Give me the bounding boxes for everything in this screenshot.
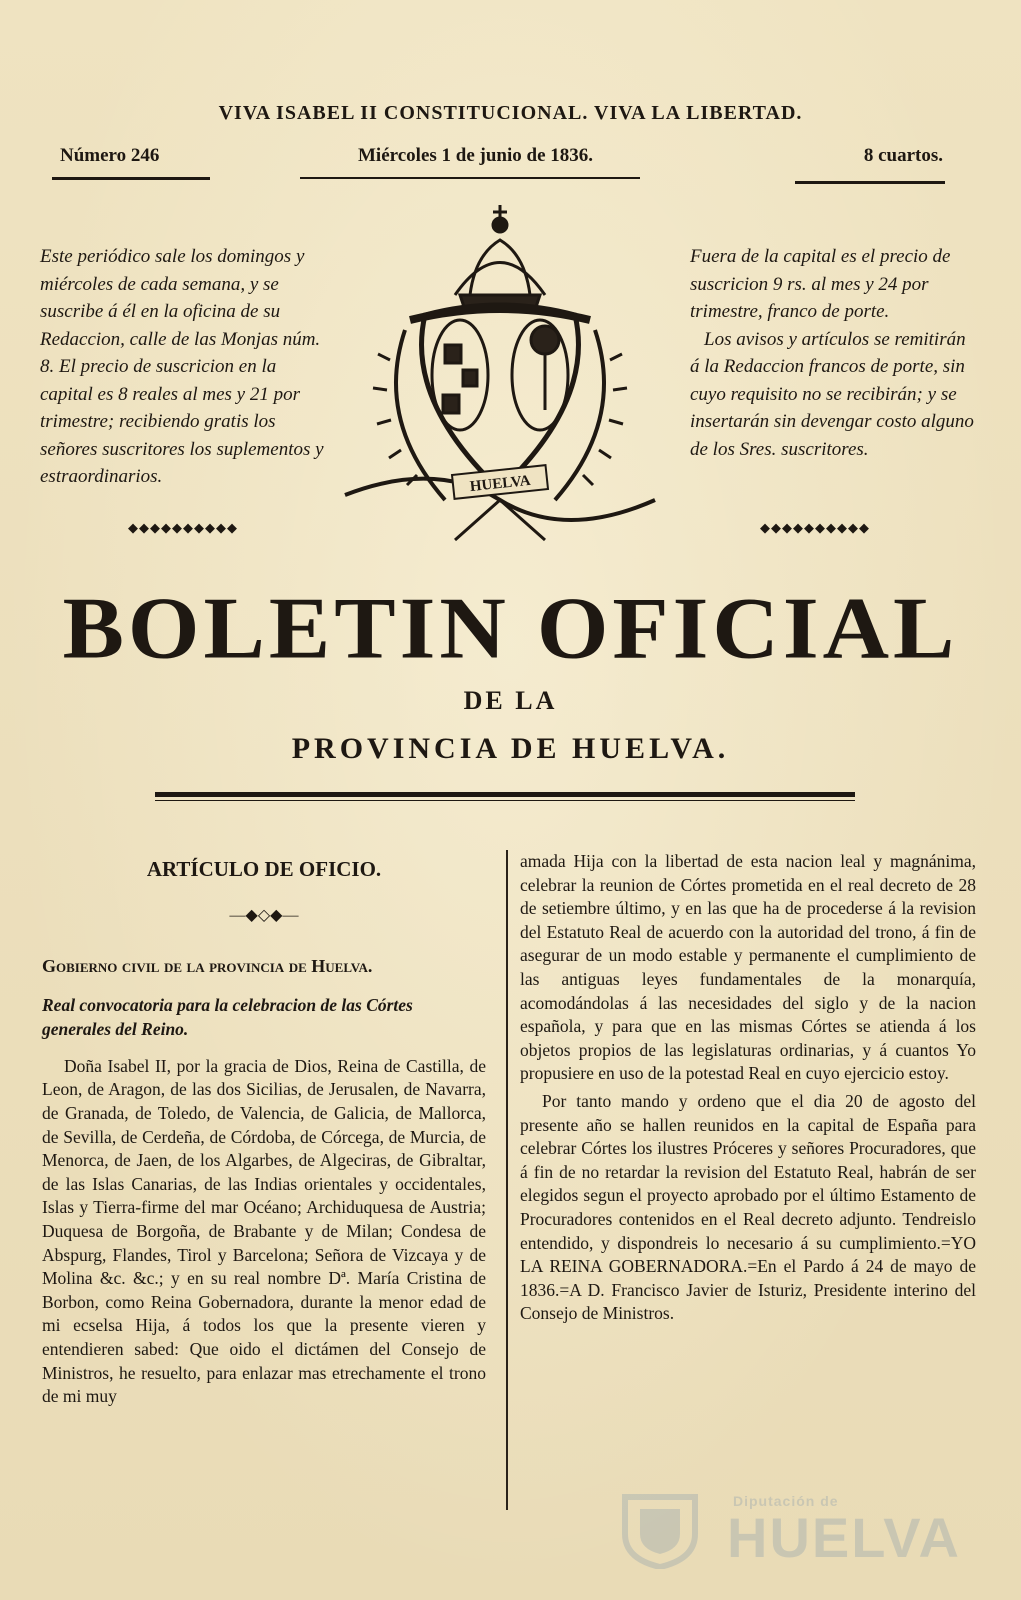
decree-body-left: Doña Isabel II, por la gracia de Dios, Reina de Castilla, de Leon, de Aragon, de las dos Sicilias, de Jerusalen, de Navarra, de Granada, de Toledo, de Valencia, de Galicia, de Mallorca, de Sevilla, de Cerdeña, de Córdoba, de Córcega, de Murcia, de Menorca, de Jaen, de los Algarbes, de Algeciras, de Gibraltar, de las Islas Canarias, de las Indias orientales y occidentales, Islas y Tierra-firme del mar Océano; Archiduquesa de Austria; Duquesa de Borgoña, de Brabante y de Milan; Condesa de Abspurg, Flandes, Tirol y Barcelona; Señora de Vizcaya y de Molina &c. &c.; y en su real nombre Dª. María Cristina de Borbon, como Reina Gobernadora, durante la menor edad de mi ecselsa Hija, á todos los que la presente vieren y entendieren sabed: Que oido el dictámen del Consejo de Ministros, he resuelto, para enlazar mas etrechamente el trono de mi muy <box>42 1055 486 1407</box>
issue-price: 8 cuartos. <box>863 145 943 166</box>
decree-body-right-1: amada Hija con la libertad de esta nacion leal y magnánima, celebrar la reunion de Córtes prometida en el real decreto de 28 de setiembre último, y en las que ha de procederse á la revision del Estatuto Real de acuerdo con la autoridad del trono, á fin de asegurar de un modo estable y permanente el cumplimiento de las antiguas leyes fundamentales de la monarquía, acomodándolas á las necesidades del siglo y de la nacion española, y para que en las mismas Córtes se atienda á los objetos propios de las legislaturas ordinarias, y á cuantos Yo propusiere en uso de la potestad Real en cuyo ejercicio estoy. <box>520 851 976 1084</box>
diamond-ornament-right: ◆◆◆◆◆◆◆◆◆◆ <box>760 520 870 535</box>
masthead-rule <box>155 792 855 797</box>
divider-ornament: —◆◇◆— <box>229 906 299 924</box>
subscription-info-right <box>690 243 975 463</box>
masthead-sub-de-la: DE LA <box>463 686 558 715</box>
archive-watermark <box>615 1485 961 1575</box>
right-column <box>520 850 976 1326</box>
section-title: ARTÍCULO DE OFICIO. <box>146 857 382 881</box>
decree-body-right-2: Por tanto mando y ordeno que el dia 20 de agosto del presente año se hallen reunidos en la capital de España para celebrar Córtes los ilustres Próceres y señores Procuradores, que á fin de no retardar la revision del Estatuto Real, habrán de ser elegidos segun el proyecto aprobado por el último Estamento de Procuradores contenidos en el Real decreto adjunto. Tendreislo entendido, y dispondreis lo necesario á su cumplimiento.=YO LA REINA GOBERNADORA.=En el Pardo á 24 de mayo de 1836.=A D. Francisco Javier de Isturiz, Presidente interino del Consejo de Ministros. <box>520 1090 976 1324</box>
diamond-ornament-left: ◆◆◆◆◆◆◆◆◆◆ <box>128 520 238 535</box>
convocatoria-heading: Real convocatoria para la celebracion de las Córtes generales del Reino. <box>42 994 413 1039</box>
column-divider <box>506 850 508 1510</box>
issue-number: Número 246 <box>60 145 160 166</box>
header-rule-left <box>52 177 210 180</box>
masthead-title: BOLETIN OFICIAL <box>62 579 959 677</box>
seal-banner-text: HUELVA <box>469 472 532 496</box>
motto: VIVA ISABEL II CONSTITUCIONAL. VIVA LA LIBERTAD. <box>218 102 803 124</box>
government-heading: Gobierno civil de la provincia de Huelva. <box>42 956 373 977</box>
watermark-subtitle: Diputación de <box>733 1493 839 1509</box>
subscription-info-left <box>40 243 330 491</box>
masthead-province: PROVINCIA DE HUELVA. <box>291 732 730 765</box>
header-rule-center <box>300 177 640 179</box>
masthead-rule-thin <box>155 800 855 801</box>
issue-date: Miércoles 1 de junio de 1836. <box>358 145 594 166</box>
subscription-outside-text: Fuera de la capital es el precio de suscricion 9 rs. al mes y 24 por trimestre, franco de porte. <box>690 246 951 322</box>
watermark-label: HUELVA <box>727 1506 961 1569</box>
subscription-text: Este periódico sale los domingos y miércoles de cada semana, y se suscribe á él en la oficina de su Redaccion, calle de las Monjas núm. 8. El precio de suscricion en la capital es 8 reales al mes y 21 por trimestre; recibiendo gratis los señores suscritores los suplementos y estraordinarios. <box>40 246 324 487</box>
coat-of-arms-seal <box>335 200 665 560</box>
header-rule-right <box>795 181 945 184</box>
watermark-shield-icon <box>615 1489 705 1569</box>
left-column <box>42 850 486 1409</box>
notices-text: Los avisos y artículos se remitirán á la Redaccion francos de porte, sin cuyo requisito no se recibirán; y se insertarán sin devengar costo alguno de los Sres. suscritores. <box>690 328 974 460</box>
